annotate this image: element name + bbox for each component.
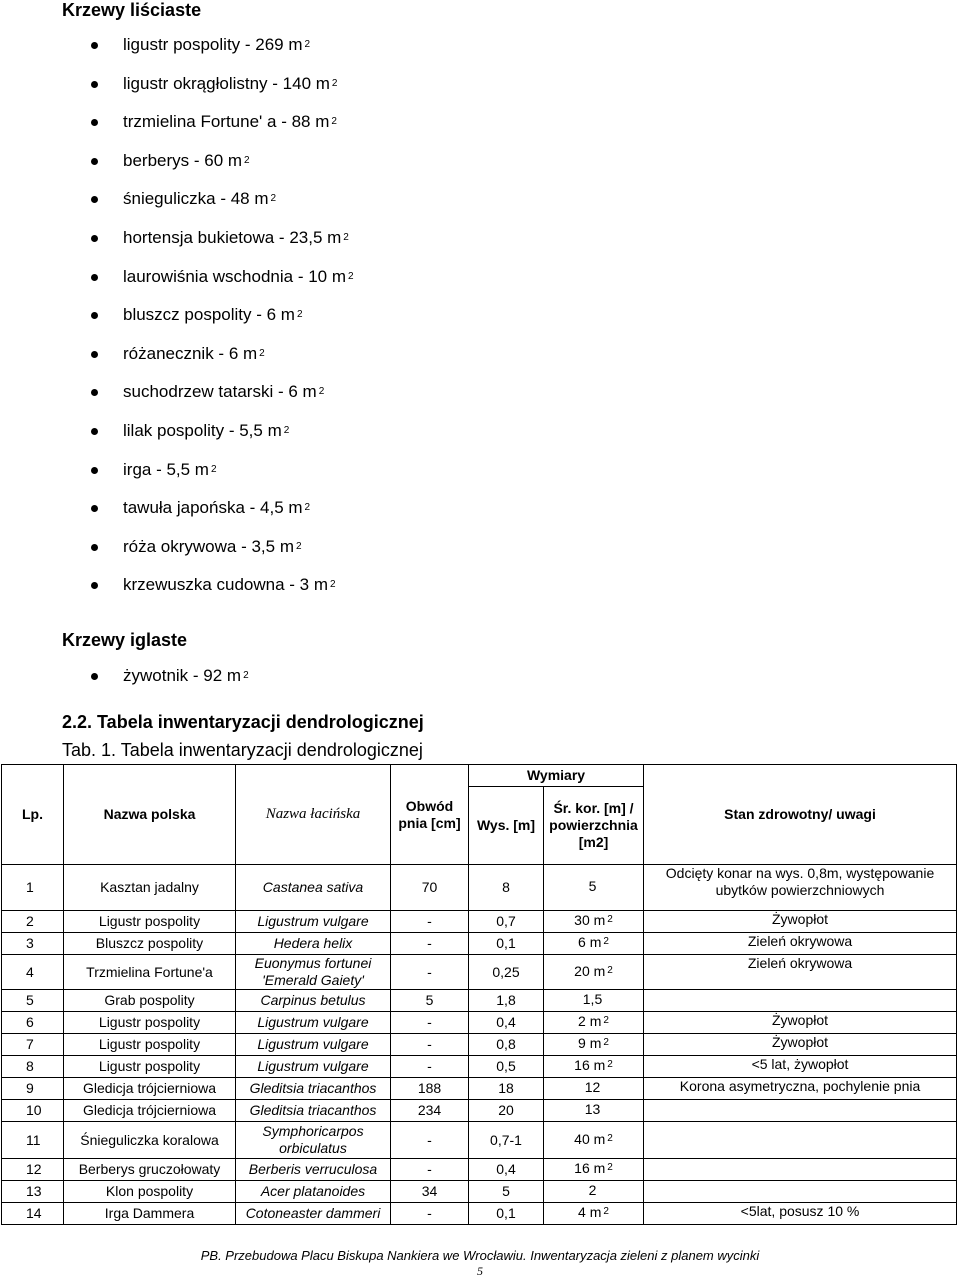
row-circumference-text: - [427, 1058, 432, 1074]
row-height-text: 0,4 [496, 1014, 516, 1030]
list-item-text: hortensja bukietowa - 23,5 m [123, 227, 342, 247]
row-polish-name [64, 1122, 236, 1159]
section-heading: 2.2. Tabela inwentaryzacji dendrologicznej [62, 712, 424, 732]
row-circumference-text: 70 [421, 879, 438, 895]
row-height [469, 911, 544, 933]
row-polish-name [64, 1203, 236, 1225]
row-latin-name-text: Carpinus betulus [260, 992, 366, 1008]
row-circumference [391, 1100, 469, 1122]
row-crown [544, 1181, 644, 1203]
row-lp [2, 990, 64, 1012]
list-item-text: irga - 5,5 m [123, 459, 209, 479]
row-lp-text: 6 [26, 1014, 34, 1030]
row-health-note [644, 1181, 957, 1203]
row-polish-name-text: Kasztan jadalny [100, 879, 199, 895]
unit-exponent: 2 [244, 154, 250, 166]
row-crown-text: 12 [584, 1079, 601, 1095]
row-latin-name [236, 1056, 391, 1078]
row-polish-name [64, 1100, 236, 1122]
row-polish-name-text: Grab pospolity [104, 992, 195, 1008]
row-circumference [391, 955, 469, 990]
row-lp [2, 865, 64, 911]
unit-exponent: 2 [607, 1132, 613, 1144]
list-item-text: suchodrzew tatarski - 6 m [123, 382, 317, 402]
row-lp [2, 1056, 64, 1078]
row-height-text: 0,1 [496, 935, 516, 951]
header-crown: Śr. kor. [m] / powierzchnia [m2] [544, 787, 644, 865]
row-height [469, 1012, 544, 1034]
unit-exponent: 2 [331, 116, 337, 128]
row-lp-text: 10 [26, 1102, 42, 1118]
row-polish-name [64, 1159, 236, 1181]
row-height-text: 0,4 [496, 1161, 516, 1177]
row-crown-text: 6 m [578, 934, 602, 950]
row-health-note [644, 865, 957, 911]
row-latin-name-text: Cotoneaster dammeri [245, 1205, 381, 1221]
list-item-text: ligustr okrągłolistny - 140 m [123, 73, 330, 93]
row-latin-name-text: Acer platanoides [260, 1183, 366, 1199]
row-polish-name [64, 911, 236, 933]
row-lp [2, 1159, 64, 1181]
row-lp-text: 7 [26, 1036, 34, 1052]
row-crown [544, 1159, 644, 1181]
row-lp [2, 911, 64, 933]
row-height-text: 0,7 [496, 913, 516, 929]
row-crown-text: 9 m [578, 1035, 602, 1051]
table-row [2, 1034, 957, 1056]
unit-exponent: 2 [259, 347, 265, 359]
row-circumference-text: 188 [417, 1080, 442, 1096]
row-crown-text: 16 m [574, 1160, 606, 1176]
row-height [469, 955, 544, 990]
row-lp-text: 11 [26, 1131, 41, 1148]
row-height [469, 1034, 544, 1056]
unit-exponent: 2 [330, 579, 336, 591]
row-circumference-text: - [427, 1161, 432, 1177]
table-row [2, 911, 957, 933]
unit-exponent: 2 [331, 77, 338, 89]
unit-exponent: 2 [603, 1015, 609, 1026]
list-item-text: tawuła japońska - 4,5 m [123, 498, 303, 518]
row-latin-name-text: Gleditsia triacanthos [249, 1080, 377, 1096]
header-health: Stan zdrowotny/ uwagi [644, 765, 957, 865]
list-item-text: laurowiśnia wschodnia - 10 m [123, 266, 346, 286]
row-height-text: 0,7-1 [490, 1131, 522, 1148]
unit-exponent: 2 [603, 1037, 609, 1048]
row-crown [544, 911, 644, 933]
row-health-note-text: <5lat, posusz 10 % [740, 1203, 860, 1219]
row-circumference-text: - [427, 1205, 432, 1221]
table-row [2, 1159, 957, 1181]
row-lp [2, 933, 64, 955]
row-crown-text: 1,5 [582, 991, 603, 1007]
row-crown [544, 865, 644, 911]
row-lp [2, 1078, 64, 1100]
row-polish-name [64, 955, 236, 990]
row-health-note-text: Korona asymetryczna, pochylenie pnia [679, 1078, 921, 1094]
row-health-note [644, 933, 957, 955]
row-latin-name-text: Gleditsia triacanthos [249, 1102, 377, 1118]
row-crown [544, 1034, 644, 1056]
row-lp [2, 1034, 64, 1056]
row-polish-name [64, 1181, 236, 1203]
row-circumference [391, 1034, 469, 1056]
page-number: 5 [477, 1264, 483, 1278]
row-crown [544, 990, 644, 1012]
header-dimensions: Wymiary [469, 765, 644, 787]
row-height [469, 865, 544, 911]
row-circumference [391, 865, 469, 911]
row-crown [544, 933, 644, 955]
row-latin-name [236, 1122, 391, 1159]
table-row [2, 1203, 957, 1225]
row-crown [544, 1012, 644, 1034]
row-polish-name-text: Śnieguliczka koralowa [80, 1131, 219, 1148]
list-item-text: trzmielina Fortune' a - 88 m [123, 112, 330, 132]
table-row [2, 990, 957, 1012]
row-crown-text: 5 [588, 878, 597, 894]
row-lp-text: 2 [26, 913, 34, 929]
row-lp-text: 5 [26, 992, 34, 1008]
unit-exponent: 2 [270, 193, 277, 205]
row-lp [2, 1100, 64, 1122]
row-latin-name-text: Ligustrum vulgare [257, 1036, 369, 1052]
row-height [469, 1078, 544, 1100]
deciduous-heading: Krzewy liściaste [62, 0, 202, 20]
inventory-table [1, 764, 957, 1225]
row-polish-name [64, 1078, 236, 1100]
row-health-note [644, 1159, 957, 1181]
row-circumference-text: - [427, 935, 432, 951]
row-circumference [391, 1159, 469, 1181]
row-crown-text: 2 [588, 1182, 597, 1198]
unit-exponent: 2 [243, 670, 249, 681]
row-health-note-text: Zieleń okrywowa [747, 933, 853, 949]
row-circumference-text: - [427, 1036, 432, 1052]
list-item [88, 373, 354, 412]
list-item-text: lilak pospolity - 5,5 m [123, 420, 282, 440]
header-height: Wys. [m] [469, 787, 544, 865]
row-lp-text: 4 [26, 963, 34, 980]
row-polish-name [64, 1034, 236, 1056]
row-polish-name [64, 933, 236, 955]
row-height [469, 990, 544, 1012]
row-circumference [391, 1012, 469, 1034]
row-crown-text: 2 m [578, 1013, 602, 1029]
row-circumference-text: - [427, 913, 432, 929]
row-lp-text: 9 [26, 1080, 34, 1096]
list-item [88, 335, 354, 374]
row-health-note [644, 1034, 957, 1056]
row-latin-name [236, 955, 391, 990]
list-item-text: ligustr pospolity - 269 m [123, 35, 303, 54]
row-health-note-text: <5 lat, żywopłot [751, 1056, 849, 1072]
row-height [469, 933, 544, 955]
list-item-text: krzewuszka cudowna - 3 m [123, 575, 329, 595]
row-polish-name-text: Bluszcz pospolity [95, 935, 204, 951]
row-latin-name-text: Symphoricarpos orbiculatus [262, 1123, 364, 1156]
row-height-text: 0,1 [496, 1205, 516, 1221]
unit-exponent: 2 [603, 1206, 609, 1217]
row-health-note [644, 1122, 957, 1159]
list-item [88, 258, 354, 297]
row-circumference [391, 990, 469, 1012]
list-item-text: śnieguliczka - 48 m [123, 189, 269, 209]
table-caption: Tab. 1. Tabela inwentaryzacji dendrologicznej [62, 740, 423, 760]
row-crown-text: 4 m [578, 1204, 602, 1220]
row-latin-name [236, 1100, 391, 1122]
row-polish-name-text: Ligustr pospolity [98, 1036, 201, 1052]
row-crown [544, 1122, 644, 1159]
row-latin-name [236, 1159, 391, 1181]
row-polish-name-text: Gledicja trójcierniowa [82, 1080, 217, 1096]
row-latin-name [236, 865, 391, 911]
row-lp-text: 3 [26, 935, 34, 951]
unit-exponent: 2 [296, 540, 302, 552]
row-lp-text: 1 [26, 879, 34, 895]
list-item-text: żywotnik - 92 m [123, 666, 242, 685]
row-latin-name [236, 1078, 391, 1100]
deciduous-list [88, 26, 354, 605]
row-crown-text: 20 m [574, 962, 606, 979]
header-polish-name: Nazwa polska [64, 765, 236, 865]
row-crown-text: 16 m [574, 1057, 606, 1073]
footer-text: PB. Przebudowa Placu Biskupa Nankiera we Wrocławiu. Inwentaryzacja zieleni z planem wycinki [200, 1248, 760, 1263]
unit-exponent: 2 [318, 386, 325, 398]
list-item [88, 451, 354, 490]
list-item [88, 296, 354, 335]
row-lp-text: 14 [26, 1205, 42, 1221]
row-latin-name [236, 1012, 391, 1034]
row-health-note-text: Żywopłot [772, 911, 829, 927]
row-circumference [391, 1181, 469, 1203]
row-latin-name-text: Hedera helix [273, 935, 353, 951]
list-item-text: bluszcz pospolity - 6 m [123, 305, 295, 325]
row-height [469, 1100, 544, 1122]
row-health-note-text: Żywopłot [772, 1034, 829, 1050]
row-polish-name [64, 865, 236, 911]
row-circumference-text: - [427, 963, 432, 980]
unit-exponent: 2 [607, 964, 613, 976]
row-crown-text: 40 m [574, 1130, 606, 1147]
row-health-note-text: Żywopłot [772, 1012, 829, 1028]
list-item [88, 219, 354, 258]
row-latin-name [236, 933, 391, 955]
row-health-note-text: Zieleń okrywowa [747, 955, 853, 971]
header-lp: Lp. [2, 765, 64, 865]
row-latin-name [236, 1181, 391, 1203]
unit-exponent: 2 [343, 231, 349, 243]
row-circumference [391, 1122, 469, 1159]
row-lp [2, 1203, 64, 1225]
row-health-note-text: Odcięty konar na wys. 0,8m, występowanie ubytków powierzchniowych [665, 865, 935, 898]
row-polish-name-text: Gledicja trójcierniowa [82, 1102, 217, 1118]
list-item [88, 412, 354, 451]
row-polish-name-text: Klon pospolity [105, 1183, 194, 1199]
row-height-text: 20 [498, 1102, 514, 1118]
row-health-note [644, 1100, 957, 1122]
list-item [88, 657, 249, 696]
row-height [469, 1122, 544, 1159]
row-lp-text: 13 [26, 1183, 42, 1199]
list-item-text: róża okrywowa - 3,5 m [123, 536, 294, 556]
row-circumference [391, 1056, 469, 1078]
row-circumference [391, 1203, 469, 1225]
row-circumference-text: - [427, 1014, 432, 1030]
row-circumference-text: 34 [421, 1183, 438, 1199]
row-height [469, 1159, 544, 1181]
row-latin-name [236, 911, 391, 933]
list-item [88, 65, 354, 104]
table-row [2, 865, 957, 911]
row-latin-name [236, 990, 391, 1012]
unit-exponent: 2 [607, 914, 613, 925]
row-latin-name-text: Ligustrum vulgare [257, 1058, 369, 1074]
row-height-text: 5 [502, 1183, 510, 1199]
table-row [2, 1056, 957, 1078]
row-latin-name [236, 1203, 391, 1225]
row-crown [544, 1056, 644, 1078]
row-health-note [644, 955, 957, 990]
list-item [88, 528, 354, 567]
table-row [2, 1012, 957, 1034]
row-polish-name [64, 990, 236, 1012]
unit-exponent: 2 [304, 502, 311, 514]
row-polish-name-text: Ligustr pospolity [98, 1014, 201, 1030]
row-health-note [644, 990, 957, 1012]
row-health-note [644, 1078, 957, 1100]
row-height-text: 0,5 [496, 1058, 516, 1074]
list-item-text: różanecznik - 6 m [123, 343, 258, 363]
row-height [469, 1056, 544, 1078]
list-item-text: berberys - 60 m [123, 150, 243, 170]
row-polish-name-text: Ligustr pospolity [98, 1058, 201, 1074]
row-polish-name-text: Irga Dammera [104, 1205, 195, 1221]
list-item [88, 142, 354, 181]
row-circumference [391, 911, 469, 933]
row-circumference-text: 5 [425, 992, 434, 1008]
unit-exponent: 2 [304, 39, 311, 50]
row-lp [2, 955, 64, 990]
table-row [2, 1100, 957, 1122]
row-health-note [644, 911, 957, 933]
row-latin-name-text: Ligustrum vulgare [257, 913, 369, 929]
coniferous-heading: Krzewy iglaste [62, 630, 188, 650]
unit-exponent: 2 [296, 309, 303, 321]
unit-exponent: 2 [283, 424, 290, 436]
unit-exponent: 2 [607, 1162, 613, 1173]
row-lp [2, 1012, 64, 1034]
row-height-text: 0,25 [492, 963, 520, 980]
row-crown [544, 1078, 644, 1100]
row-lp-text: 12 [26, 1161, 42, 1177]
header-circumference: Obwód pnia [cm] [391, 765, 469, 865]
header-latin-name: Nazwa łacińska [236, 765, 391, 865]
row-latin-name-text: Euonymus fortunei 'Emerald Gaiety' [254, 955, 372, 988]
table-row [2, 1078, 957, 1100]
row-health-note [644, 1056, 957, 1078]
row-latin-name-text: Berberis verruculosa [248, 1161, 378, 1177]
row-circumference-text: - [427, 1131, 432, 1148]
row-polish-name-text: Trzmielina Fortune'a [86, 963, 213, 980]
row-height-text: 1,8 [496, 992, 516, 1008]
row-health-note [644, 1012, 957, 1034]
row-crown [544, 1100, 644, 1122]
row-latin-name-text: Castanea sativa [262, 879, 364, 895]
row-lp-text: 8 [26, 1058, 34, 1074]
unit-exponent: 2 [603, 936, 609, 947]
unit-exponent: 2 [210, 463, 217, 475]
table-row [2, 933, 957, 955]
table-row [2, 1122, 957, 1159]
row-height [469, 1203, 544, 1225]
row-health-note [644, 1203, 957, 1225]
table-row [2, 1181, 957, 1203]
row-polish-name [64, 1056, 236, 1078]
unit-exponent: 2 [607, 1059, 613, 1070]
row-polish-name-text: Ligustr pospolity [98, 913, 201, 929]
coniferous-list [88, 657, 249, 696]
table-row [2, 955, 957, 990]
row-polish-name-text: Berberys gruczołowaty [78, 1161, 221, 1177]
list-item [88, 180, 354, 219]
row-crown-text: 30 m [574, 912, 606, 928]
row-crown-text: 13 [584, 1101, 601, 1117]
row-circumference-text: 234 [417, 1102, 442, 1118]
row-crown [544, 955, 644, 990]
row-height [469, 1181, 544, 1203]
row-latin-name [236, 1034, 391, 1056]
row-latin-name-text: Ligustrum vulgare [257, 1014, 369, 1030]
row-circumference [391, 1078, 469, 1100]
row-circumference [391, 933, 469, 955]
row-height-text: 0,8 [496, 1036, 516, 1052]
row-height-text: 18 [498, 1080, 514, 1096]
unit-exponent: 2 [348, 270, 354, 282]
list-item [88, 26, 354, 65]
list-item [88, 566, 354, 605]
list-item [88, 103, 354, 142]
row-polish-name [64, 1012, 236, 1034]
row-lp [2, 1122, 64, 1159]
row-lp [2, 1181, 64, 1203]
row-crown [544, 1203, 644, 1225]
row-height-text: 8 [502, 879, 510, 895]
list-item [88, 489, 354, 528]
